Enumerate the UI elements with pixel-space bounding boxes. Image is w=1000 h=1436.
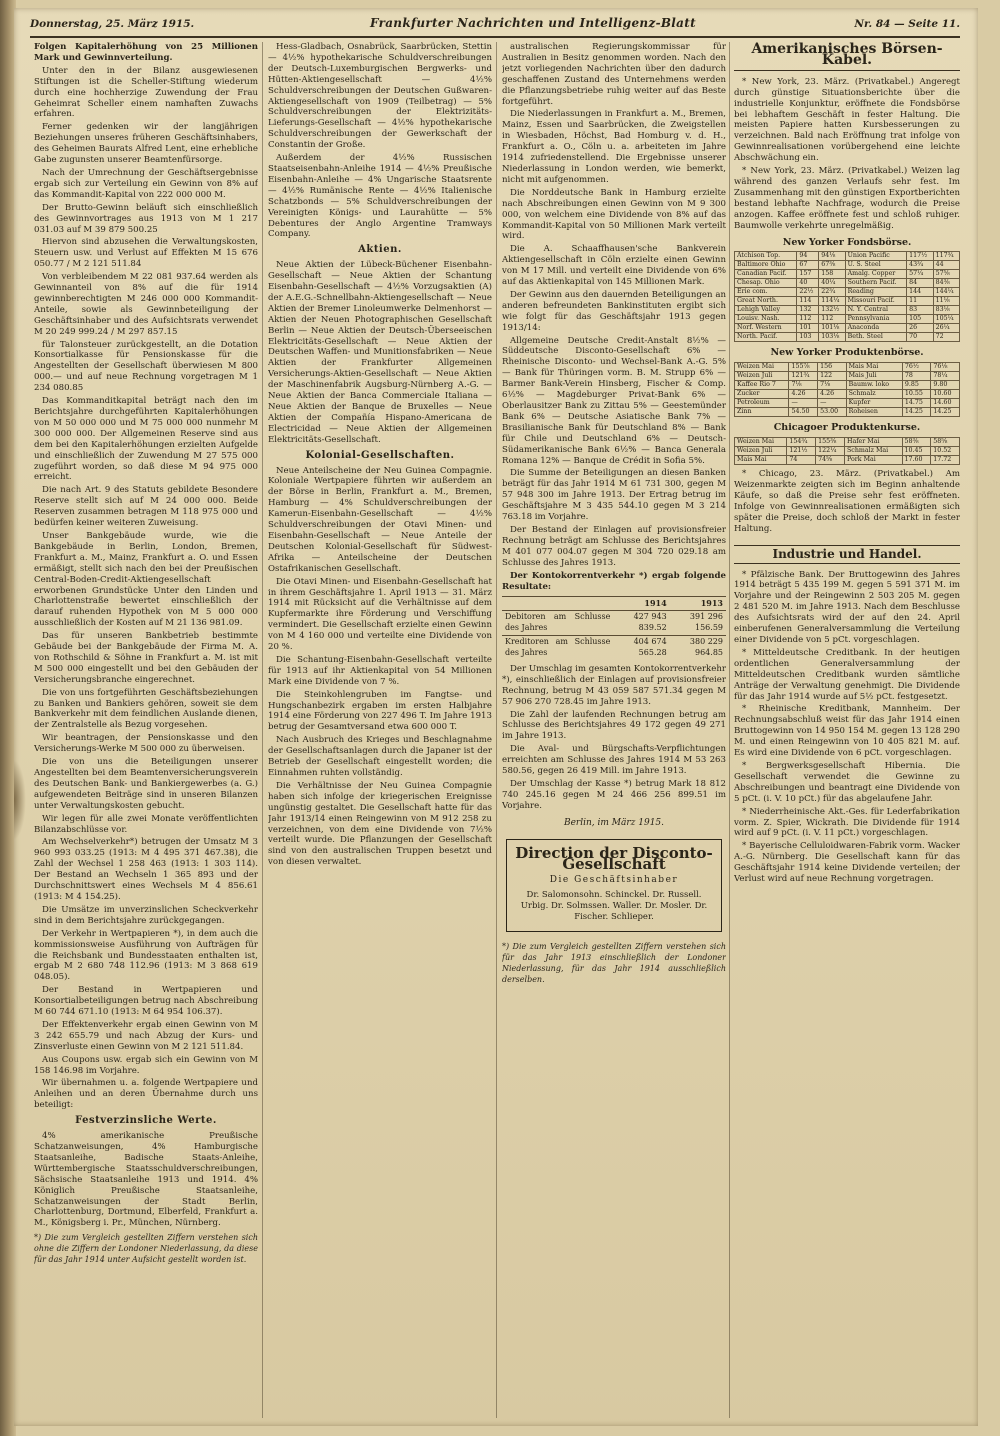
table-cell: Weizen Juli (735, 372, 789, 381)
table-cell: Mais Mai (846, 363, 902, 372)
column-1 (34, 42, 258, 1422)
paragraph: Der Gewinn aus den dauernden Beteiligungen an anderen befreundeten Bankinstituten ergibt sich wie folgt für das Geschäftsjahr 1913 gegen 1913/14: (502, 289, 726, 333)
table-cell: 427 943 839.52 (613, 611, 669, 636)
table-cell: 114¼ (819, 297, 845, 306)
table-cell: 157 (797, 270, 819, 279)
table-cell: 83 (907, 306, 933, 315)
table-row (735, 399, 960, 408)
table-cell: 101⅛ (819, 324, 845, 333)
table-cell: 11 (907, 297, 933, 306)
section-title: Industrie und Handel. (734, 545, 960, 564)
paragraph: Der Umschlag der Kasse *) betrug Mark 18 812 740 245.16 gegen M 24 466 256 899.51 im Vorjahre. (502, 779, 726, 811)
table-row (735, 279, 960, 288)
table-cell: 74⅝ (816, 456, 845, 465)
page-number: Nr. 84 — Seite 11. (854, 18, 960, 30)
page-header (30, 14, 960, 38)
paragraph: Unser Bankgebäude wurde, wie die Bankgebäude in Berlin, London, Bremen, Frankfurt a. M., Mainz, Frankfurt a. O. und Essen ermäßigt, stellt sich nach den bei der Preußischen Central-Boden-Credit-Aktiengesellschaft erworbenen Grundstücke Unter den Linden und Charlottenstraße bewertet einschließlich der darauf ruhenden Hypothek von M 5 000 000 ausschließlich der Kosten auf M 21 136 981.09. (34, 530, 258, 629)
paper-tear (14, 760, 26, 840)
table-cell: 57⅝ (933, 270, 959, 279)
table-cell: 103⅛ (819, 333, 845, 342)
table-cell: 84 (907, 279, 933, 288)
paragraph: Unter den in der Bilanz ausgewiesenen Stiftungen ist die Scheller-Stiftung wiederum durch eine hochherzige Zuwendung der Frau Geheimrat Scheller einem namhaften Zuwachs erfahren. (34, 65, 258, 120)
paragraph: Die Steinkohlengruben im Fangtse- und Hungschanbezirk ergaben im ersten Halbjahre 1914 eine Förderung von 227 496 T. Im Jahre 1913 betrug der Gesamtversand etwa 600 000 T. (268, 689, 492, 733)
paragraph: Neue Anteilscheine der Neu Guinea Compagnie. Koloniale Wertpapiere führten wir außerdem an der Börse in Berlin, Frankfurt a. M., Bremen, Hamburg — 4% Schuldverschreibungen der Kamerun-Eisenbahn-Gesellschaft — 4½% Schuldverschreibungen der Otavi Minen- und Eisenbahn-Gesellschaft — Neue Anteile der Deutschen Kolonial-Gesellschaft für Südwest-Afrika — Anteilscheine der Deutschen Ostafrikanischen Gesellschaft. (268, 465, 492, 574)
table-cell: 57¼ (907, 270, 933, 279)
table-cell: Schmalz (846, 390, 902, 399)
table-row (735, 261, 960, 270)
table-cell: 14.25 (902, 408, 931, 417)
table-row (735, 315, 960, 324)
table-cell: 67 (797, 261, 819, 270)
table-header: 1914 (613, 597, 669, 611)
paragraph: für Talonsteuer zurückgestellt, an die Dotation Konsortialkasse für Pensionskasse für die Angestellten der Gesellschaft überwiesen M 800 000.— und auf neue Rechnung vorgetragen M 1 234 080.85 (34, 339, 258, 394)
column-rule (262, 42, 263, 1418)
table-cell: 53.00 (818, 408, 847, 417)
produce-table (734, 362, 960, 417)
section-heading: Kolonial-Gesellschaften. (305, 449, 455, 461)
table-cell: Reading (845, 288, 907, 297)
table-caption: Der Kontokorrentverkehr *) ergab folgende Resultate: (502, 570, 726, 592)
table-cell: 43¾ (907, 261, 933, 270)
paragraph: Der Brutto-Gewinn beläuft sich einschließlich des Gewinnvortrages aus 1913 von M 1 217 031.03 auf M 39 879 500.25 (34, 202, 258, 235)
column-rule (496, 42, 497, 1418)
paragraph: Wir legen für alle zwei Monate veröffentlichten Bilanzabschlüsse vor. (34, 813, 258, 835)
table-cell: 404 674 565.28 (613, 636, 669, 660)
table-cell: 121¾ (789, 372, 818, 381)
paragraph: Die Umsätze im unverzinslichen Scheckverkehr sind in dem Berichtsjahre zurückgegangen. (34, 904, 258, 926)
paragraph: * Pfälzische Bank. Der Bruttogewinn des Jahres 1914 beträgt 5 435 199 M. gegen 5 591 371 M. im Vorjahre und der Reingewinn 2 503 205 M. gegen 2 481 520 M. im Jahre 1913. Nach dem Beschlusse des Aufsichtsrats wird der auf den 24. April einberufenen Generalversammlung die Verteilung einer Dividende von 5 pCt. vorgeschlagen. (734, 569, 960, 645)
table-cell: 84⅜ (933, 279, 959, 288)
chicago-table (734, 437, 960, 465)
table-cell: 156 (818, 363, 847, 372)
table-row (502, 611, 726, 636)
table-row (735, 363, 960, 372)
table-cell: 78 (902, 372, 931, 381)
table-cell: Southern Pacif. (845, 279, 907, 288)
paragraph: * New York, 23. März. (Privatkabel.) Weizen lag während des ganzen Verlaufs sehr fest. Im Zusammenhang mit den günstigen Exportberichten bestand lebhafte Nachfrage, wodurch die Preise anzogen. Kaffee eröffnete fest und schloß ruhiger. Baumwolle verkehrte unregelmäßig. (734, 166, 960, 231)
table-cell: 155⅜ (816, 438, 845, 447)
table-row (735, 438, 960, 447)
table-cell: 122 (818, 372, 847, 381)
paragraph: Der Bestand in Wertpapieren und Konsortialbeteiligungen betrug nach Abschreibung M 60 744 671.10 (1913: M 64 954 106.37). (34, 985, 258, 1018)
table-cell: Weizen Mai (735, 438, 787, 447)
table-cell: Louisv. Nash. (735, 315, 797, 324)
table-cell: U. S. Steel (845, 261, 907, 270)
table-cell: Lehigh Valley (735, 306, 797, 315)
header-date: Donnerstag, 25. März 1915. (30, 18, 195, 30)
table-cell: 40¼ (819, 279, 845, 288)
table-cell: 117¾ (933, 252, 959, 261)
paragraph: Hiervon sind abzusehen die Verwaltungskosten, Steuern usw. und Verlust auf Effekten M 15 676 050.77 / M 2 121 511.84 (34, 237, 258, 270)
table-cell: 122¼ (816, 447, 845, 456)
table-cell: 10.45 (902, 447, 931, 456)
footnote: *) Die zum Vergleich gestellten Ziffern verstehen sich für das Jahr 1913 einschließlich der Londoner Niederlassung, für das Jahr 1914 ausschließlich derselben. (502, 942, 726, 985)
paragraph: Folgen Kapitalerhöhung von 25 Millionen Mark und Gewinnverteilung. (34, 42, 258, 63)
table-cell: Kaffee Rio 7 (735, 381, 789, 390)
table-cell: 83⅛ (933, 306, 959, 315)
paragraph: * Bergwerksgesellschaft Hibernia. Die Gesellschaft verwendet die Gewinne zu Abschreibungen und beantragt eine Dividende von 5 pCt. (i. V. 10 pCt.) für das abgelaufene Jahr. (734, 760, 960, 804)
paragraph: Der Verkehr in Wertpapieren *), in dem auch die kommissionsweise Ausführung von Aufträgen für die Reichsbank und Bundesstaaten enthalten ist, ergab M 2 680 748 112.96 (1913: M 3 868 619 048.05). (34, 928, 258, 983)
table-cell: 154¾ (787, 438, 816, 447)
table-row (735, 324, 960, 333)
paragraph: australischen Regierungskommissar für Australien in Besitz genommen worden. Nach den jetzt vorliegenden Nachrichten über den dadurch geschaffenen Zustand des Unternehmens werden die Pflanzungsbetriebe ruhig weiter auf das Beste fortgeführt. (502, 42, 726, 107)
paragraph: Nach Ausbruch des Krieges und Beschlagnahme der Gesellschaftsanlagen durch die Japaner ist der Betrieb der Gesellschaft eingestellt worden; die Einnahmen ruhten vollständig. (268, 735, 492, 778)
paragraph: Die Norddeutsche Bank in Hamburg erzielte nach Abschreibungen einen Gewinn von M 9 300 000, von welchem eine Dividende von 8% auf das Kommandit-Kapital von 50 Millionen Mark verteilt wird. (502, 187, 726, 242)
paragraph: Am Wechselverkehr*) betrugen der Umsatz M 3 960 993 033.25 (1913: M 4 495 371 467.38), die Zahl der Wechsel 1 258 463 (1913: 1 303 114). Der Bestand an Wechseln 1 365 893 und der Durchschnittswert eines Wechsels M 4 856.61 (1913: M 4 154.25). (34, 837, 258, 902)
column-2 (268, 42, 492, 1422)
table-cell: 26¼ (933, 324, 959, 333)
table-cell: 22¾ (819, 288, 845, 297)
table-cell: 22½ (797, 288, 819, 297)
table-cell: Weizen Juli (735, 447, 787, 456)
column-4 (734, 42, 960, 1422)
table-row (735, 447, 960, 456)
signature-block (506, 839, 722, 933)
masthead-title: Frankfurter Nachrichten und Intelligenz-Blatt (370, 16, 696, 30)
paragraph: * Chicago, 23. März. (Privatkabel.) Am Weizenmarkte zeigten sich im Beginn anhaltende Käufe, so daß die Preise sehr fest eröffneten. Infolge von Gewinnrealisationen ermäßigten sich später die Preise, doch schloß der Markt in fester Haltung. (734, 469, 960, 534)
table-cell: Zinn (735, 408, 789, 417)
table-cell: 58⅜ (902, 438, 931, 447)
table-cell: 14.75 (902, 399, 931, 408)
table-row (735, 297, 960, 306)
table-cell: 76⅛ (931, 363, 960, 372)
column-rule (729, 42, 730, 1418)
table-cell: Baltimore Ohio (735, 261, 797, 270)
table-cell: Zucker (735, 390, 789, 399)
paragraph: 4% amerikanische Preußische Schatzanweisungen, 4% Hamburgische Staatsanleihe, Badische Staats-Anleihe, Württembergische Staatsschuldverschreibungen, Sächsische Staatsanleihe 1913 und 1914. 4% Königlich Preußische Staatsanleihe, Schatzanweisungen der Stadt Berlin, Charlottenburg, Dortmund, Elberfeld, Frankfurt a. M., Königsberg i. Pr., München, Nürnberg. (34, 1131, 258, 1229)
table-cell: Mais Mai (735, 456, 787, 465)
paragraph: * Mitteldeutsche Creditbank. In der heutigen ordentlichen Generalversammlung der Mitteldeutschen Creditbank wurden sämtliche Anträge der Verwaltung genehmigt. Die Dividende für das Jahr 1914 wurde auf 5½ pCt. festgesetzt. (734, 647, 960, 702)
table-cell: — (818, 399, 847, 408)
table-cell: 105¼ (933, 315, 959, 324)
table-row (735, 456, 960, 465)
paragraph: Die Verhältnisse der Neu Guinea Compagnie haben sich infolge der kriegerischen Ereignisse ungünstig gestaltet. Die Gesellschaft hatte für das Jahr 1913/14 einen Reingewinn von M 912 258 zu verzeichnen, von dem eine Dividende von 7½% verteilt wurde. Die Pflanzungen der Gesellschaft sind von den australischen Truppen besetzt und von diesen verwaltet. (268, 780, 492, 868)
paragraph: * Bayerische Celluloidwaren-Fabrik vorm. Wacker A.-G. Nürnberg. Die Gesellschaft kann für das Geschäftsjahr 1914 keine Dividende verteilen; der Verlust wird auf neue Rechnung vorgetragen. (734, 841, 960, 885)
paragraph: Außerdem der 4½% Russischen Staatseisenbahn-Anleihe 1914 — 4½% Preußische Eisenbahn-Anleihe — 4% Ungarische Staatsrente — 4½% Rumänische Rente — 4½% Italienische Schatzbonds — 5% Schuldverschreibungen der Vereinigten Königs- und Laurahütte — 5% Debentures der Anglo Argentine Tramways Company. (268, 153, 492, 240)
paragraph: * New York, 23. März. (Privatkabel.) Angeregt durch günstige Situationsberichte über die industrielle Konjunktur, eröffnete die Fondsbörse bei lebhaftem Geschäft in fester Haltung. Die meisten Papiere hatten Kursbesserungen zu verzeichnen. Bald nach Eröffnung trat infolge von Gewinnrealisationen vorübergehend eine leichte Abschwächung ein. (734, 76, 960, 164)
table-cell: 103 (797, 333, 819, 342)
table-row (735, 390, 960, 399)
paragraph: Das für unseren Bankbetrieb bestimmte Gebäude bei der Bankgebäude der Firma M. A. von Rothschild & Söhne in Frankfurt a. M. ist mit M 500 000 eingestellt und bei den Gebäuden der Versicherungsbranche eingerechnet. (34, 631, 258, 685)
table-cell: 101 (797, 324, 819, 333)
paragraph: Die Otavi Minen- und Eisenbahn-Gesellschaft hat in ihrem Geschäftsjahre 1. April 1913 — 31. März 1914 mit Rücksicht auf die Verhältnisse auf dem Kupfermarkte ihre Förderung und Verschiffung vermindert. Die Gesellschaft erzielte einen Gewinn von M 4 160 000 und verteilte eine Dividende von 20 %. (268, 576, 492, 653)
table-cell: North. Pacif. (735, 333, 797, 342)
paragraph: Die Summe der Beteiligungen an diesen Banken beträgt für das Jahr 1914 M 61 731 300, gegen M 57 948 300 im Jahre 1913. Der Ertrag betrug im Geschäftsjahre M 3 435 544.10 gegen M 3 214 763.18 im Vorjahre. (502, 468, 726, 523)
table-cell: Kupfer (846, 399, 902, 408)
paragraph: Die nach Art. 9 des Statuts gebildete Besondere Reserve stellt sich auf M 24 000 000. Beide Reserven zusammen betragen M 118 975 000 und bedürfen keiner weiteren Zuweisung. (34, 485, 258, 529)
table-cell: 44 (933, 261, 959, 270)
paragraph: Nach der Umrechnung der Geschäftsergebnisse ergab sich zur Verteilung ein Gewinn von 8% auf das Kommandit-Kapital von 222 000 000 M. (34, 167, 258, 200)
table-cell: 76½ (902, 363, 931, 372)
table-cell: 94⅛ (819, 252, 845, 261)
table-cell: 144 (907, 288, 933, 297)
table-cell: 40 (797, 279, 819, 288)
paragraph: Die Schantung-Eisenbahn-Gesellschaft verteilte für 1913 auf ihr Aktienkapital von 54 Millionen Mark eine Dividende von 7 %. (268, 654, 492, 687)
signature-subtitle: Die Geschäftsinhaber (549, 875, 679, 886)
table-cell: 9.85 (902, 381, 931, 390)
table-cell: 17.72 (931, 456, 960, 465)
table-cell: Amalg. Copper (845, 270, 907, 279)
section-heading: Festverzinsliche Werte. (75, 1115, 217, 1127)
table-cell: 7⅛ (789, 381, 818, 390)
table-cell: 10.52 (931, 447, 960, 456)
paragraph: Ferner gedenken wir der langjährigen Beziehungen unseres früheren Geschäftsinhabers, des Geheimen Baurats Alfred Lent, eine erhebliche Gabe zugunsten unserer Beamtenfürsorge. (34, 122, 258, 166)
table-cell: Pork Mai (844, 456, 902, 465)
paragraph: Die von uns die Beteiligungen unserer Angestellten bei dem Beamtenversicherungsverein des Deutschen Bank- und Bankiergewerbes (a. G.) aufgewendeten Beiträge sind in unseren Bilanzen unter Verwaltungskosten gebucht. (34, 757, 258, 811)
paragraph: Wir übernahmen u. a. folgende Wertpapiere und Anleihen und an deren Übernahme durch uns beteiligt: (34, 1078, 258, 1111)
table-row (502, 636, 726, 660)
table-cell: Canadian Pacif. (735, 270, 797, 279)
paragraph: Das Kommanditkapital beträgt nach den im Berichtsjahre durchgeführten Kapitalerhöhungen von M 50 000 000 und M 75 000 000 nunmehr M 300 000 000. Der Allgemeinen Reserve sind aus dem bei den Kapitalerhöhungen erzielten Aufgelde und einschließlich der Zuwendung M 27 575 000 zugeführt worden, so daß diese M 94 975 000 erreicht. (34, 396, 258, 483)
table-row (735, 408, 960, 417)
table-cell: Great North. (735, 297, 797, 306)
paragraph: Neue Aktien der Lübeck-Büchener Eisenbahn-Gesellschaft — Neue Aktien der Schantung Eisenbahn-Gesellschaft — 4½% Vorzugsaktien (A) der A.E.G.-Schnellbahn-Aktiengesellschaft — Neue Aktien der Bremer Linoleumwerke Delmenhorst — Aktien der Neuen Photographischen Gesellschaft Berlin — Neue Aktien der Deutsch-Überseeischen Elektricitäts-Gesellschaft — Neue Aktien der Deutschen Waffen- und Munitionsfabriken — Neue Aktien der Frankfurter Allgemeinen Versicherungs-Aktien-Gesellschaft — Neue Aktien der Maschinenfabrik Augsburg-Nürnberg A.-G. — Neue Aktien der Banca Commerciale Italiana — Neue Aktien der Banque de Bruxelles — Neue Aktien der Compañía Hispano-Americana de Electricidad — Neue Aktien der Allgemeinen Elektricitäts-Gesellschaft. (268, 260, 492, 445)
table-cell: Petroleum (735, 399, 789, 408)
table-row (735, 288, 960, 297)
paragraph: Die A. Schaaffhausen'sche Bankverein Aktiengesellschaft in Cöln erzielte einen Gewinn von M 17 Mill. und verteilt eine Dividende von 6% auf das Aktienkapital von 145 Millionen Mark. (502, 244, 726, 288)
paragraph: Der Umschlag im gesamten Kontokorrentverkehr *), einschließlich der Einlagen auf provisionsfreier Rechnung, betrug M 43 059 587 571.34 gegen M 57 906 270 728.45 im Jahre 1913. (502, 663, 726, 707)
table-cell: Kreditoren am Schlusse des Jahres (502, 636, 613, 660)
table-cell: — (789, 399, 818, 408)
table-cell: Union Pacific (845, 252, 907, 261)
table-cell: 144¼ (933, 288, 959, 297)
table-row (735, 306, 960, 315)
subsection-heading: New Yorker Produktenbörse. (770, 347, 924, 359)
table-cell: N. Y. Central (845, 306, 907, 315)
table-cell: 10.55 (902, 390, 931, 399)
table-cell: 67⅜ (819, 261, 845, 270)
table-cell: 70 (907, 333, 933, 342)
table-cell: 112 (819, 315, 845, 324)
section-heading: Aktien. (358, 244, 402, 256)
footnote: *) Die zum Vergleich gestellten Ziffern verstehen sich ohne die Ziffern der Londoner Niederlassung, da diese für das Jahr 1914 unter Aufsicht gestellt worden ist. (34, 1233, 258, 1265)
table-cell: 117½ (907, 252, 933, 261)
signature-title: Direction der Disconto-Gesellschaft (515, 843, 713, 873)
paragraph: * Niederrheinische Akt.-Ges. für Lederfabrikation vorm. Z. Spier, Wickrath. Die Dividende für 1914 wird auf 9 pCt. (i. V. 11 pCt.) vorgeschlagen. (734, 806, 960, 839)
paragraph: Von verbleibendem M 22 081 937.64 werden als Gewinnanteil von 8% auf die für 1914 gewinnberechtigten M 246 000 000 Kommandit-Anteile, sowie als Gewinnbeteiligung der Geschäftsinhaber und des Aufsichtsrats verwendet M 20 249 999.24 / M 297 857.15 (34, 272, 258, 337)
table-cell: 4.26 (818, 390, 847, 399)
table-cell: 17.60 (902, 456, 931, 465)
table-cell: 72 (933, 333, 959, 342)
table-cell: 54.50 (789, 408, 818, 417)
table-cell: 9.80 (931, 381, 960, 390)
table-cell: 112 (797, 315, 819, 324)
signature-names: Dr. Salomonsohn. Schinckel. Dr. Russell. Urbig. Dr. Solmssen. Waller. Dr. Mosler. Dr. Fischer. Schlieper. (520, 890, 708, 923)
table-cell: Weizen Mai (735, 363, 789, 372)
table-cell: Norf. Western (735, 324, 797, 333)
table-cell: Debitoren am Schlusse des Jahres (502, 611, 613, 636)
table-row (502, 597, 726, 611)
table-cell: Pennsylvania (845, 315, 907, 324)
table-cell: 4.26 (789, 390, 818, 399)
paragraph: Allgemeine Deutsche Credit-Anstalt 8½% — Süddeutsche Disconto-Gesellschaft 6% — Rheinische Disconto- und Wechsel-Bank A.-G. 5% — Bank für Thüringen vorm. B. M. Strupp 6% — Barmer Bank-Verein Hinsberg, Fischer & Comp. 6½% — Magdeburger Privat-Bank 6% — Oberlausitzer Bank zu Zittau 5% — Geestemünder Bank 6% — Deutsche Asiatische Bank 7% — Brasilianische Bank für Deutschland 8% — Bank für Chile und Deutschland 6% — Deutsch-Südamerikanische Bank 6½% — Banca Generala Romana 12% — Banque de Crédit in Sofia 5%. (502, 335, 726, 466)
table-row (735, 333, 960, 342)
table-cell: 7⅛ (818, 381, 847, 390)
table-cell: Beth. Steel (845, 333, 907, 342)
table-cell: 10.60 (931, 390, 960, 399)
table-header: 1913 (670, 597, 726, 611)
table-cell: 26 (907, 324, 933, 333)
table-row (735, 372, 960, 381)
table-cell: 11⅛ (933, 297, 959, 306)
table-cell: Anaconda (845, 324, 907, 333)
table-cell: Chesap. Ohio (735, 279, 797, 288)
table-row (735, 270, 960, 279)
table-cell: 155⅞ (789, 363, 818, 372)
table-cell: Mais Juli (846, 372, 902, 381)
table-cell: 114 (797, 297, 819, 306)
table-cell: 380 229 964.85 (670, 636, 726, 660)
section-title: Amerikanisches Börsen-Kabel. (734, 44, 960, 71)
dateline: Berlin, im März 1915. (563, 817, 665, 828)
table-cell: 78¼ (931, 372, 960, 381)
table-cell: 14.25 (931, 408, 960, 417)
paragraph: Der Effektenverkehr ergab einen Gewinn von M 3 242 655.79 und nach Abzug der Kurs- und Zinsverluste einen Gewinn von M 2 121 511.84. (34, 1019, 258, 1052)
table-cell: 14.60 (931, 399, 960, 408)
table-cell: 94 (797, 252, 819, 261)
table-cell: Baumw. loko (846, 381, 902, 390)
table-row (735, 252, 960, 261)
subsection-heading: New Yorker Fondsbörse. (782, 236, 912, 248)
subsection-heading: Chicagoer Produktenkurse. (773, 422, 921, 434)
paragraph: Hess-Gladbach, Osnabrück, Saarbrücken, Stettin — 4½% hypothekarische Schuldverschreibungen der Deutsch-Luxemburgischen Bergwerks- und Hütten-Aktiengesellschaft — 4½% Schuldverschreibungen der Deutschen Gußwaren-Aktiengesellschaft von 1909 (Teilbetrag) — 5% Schuldverschreibungen der Elektrizitäts-Lieferungs-Gesellschaft — 4½% hypothekarische Schuldverschreibungen der Gewerkschaft der Constantin der Große. (268, 42, 492, 151)
table-cell: 158 (819, 270, 845, 279)
table-cell: Erie com. (735, 288, 797, 297)
table-cell: Missouri Pacif. (845, 297, 907, 306)
paragraph: Die von uns fortgeführten Geschäftsbeziehungen zu Banken und Bankiers gehören, soweit sie dem Bankverkehr mit dem feindlichen Auslande dienen, der Zentralstelle als Bezug vorgesehen. (34, 687, 258, 731)
table-cell: Roheisen (846, 408, 902, 417)
table-row (735, 381, 960, 390)
paragraph: Die Aval- und Bürgschafts-Verpflichtungen erreichten am Schlusse des Jahres 1914 M 53 263 580.56, gegen 26 419 Mill. im Jahre 1913. (502, 744, 726, 777)
paragraph: Wir beantragen, der Pensionskasse und den Versicherungs-Werke M 500 000 zu überweisen. (34, 733, 258, 755)
paragraph: Der Bestand der Einlagen auf provisionsfreier Rechnung beträgt am Schlusse des Berichtsjahres M 401 077 004.07 gegen M 304 720 029.18 am Schlusse des Jahres 1913. (502, 524, 726, 568)
paragraph: * Rheinische Kreditbank, Mannheim. Der Rechnungsabschluß weist für das Jahr 1914 einen Bruttogewinn von 14 950 154 M. gegen 13 128 290 M. und einen Reingewinn von 10 405 821 M. auf. Es wird eine Dividende von 6 pCt. vorgeschlagen. (734, 704, 960, 759)
table-cell: 58⅝ (931, 438, 960, 447)
kontokorrent-table (502, 596, 726, 660)
table-cell: 105 (907, 315, 933, 324)
table-cell: Hafer Mai (844, 438, 902, 447)
table-cell: Schmalz Mai (844, 447, 902, 456)
paragraph: Die Zahl der laufenden Rechnungen betrug am Schlusse des Berichtsjahres 49 172 gegen 49 271 im Jahre 1913. (502, 709, 726, 742)
table-cell: 391 296 156.59 (670, 611, 726, 636)
column-3 (502, 42, 726, 1422)
table-cell: 74 (787, 456, 816, 465)
table-cell: 132 (797, 306, 819, 315)
paragraph: Die Niederlassungen in Frankfurt a. M., Bremen, Mainz, Essen und Saarbrücken, die Zweigstellen in Wiesbaden, Höchst, Bad Homburg v. d. H., Frankfurt a. O., Cöln u. a. arbeiteten im Jahre 1914 zufriedenstellend. Die Ergebnisse unserer Niederlassung in London werden, wie bemerkt, nicht mit aufgenommen. (502, 109, 726, 185)
table-cell: 132½ (819, 306, 845, 315)
paragraph: Aus Coupons usw. ergab sich ein Gewinn von M 158 146.98 im Vorjahre. (34, 1054, 258, 1076)
stock-table (734, 251, 960, 342)
table-cell: Atchison Top. (735, 252, 797, 261)
table-cell: 121½ (787, 447, 816, 456)
